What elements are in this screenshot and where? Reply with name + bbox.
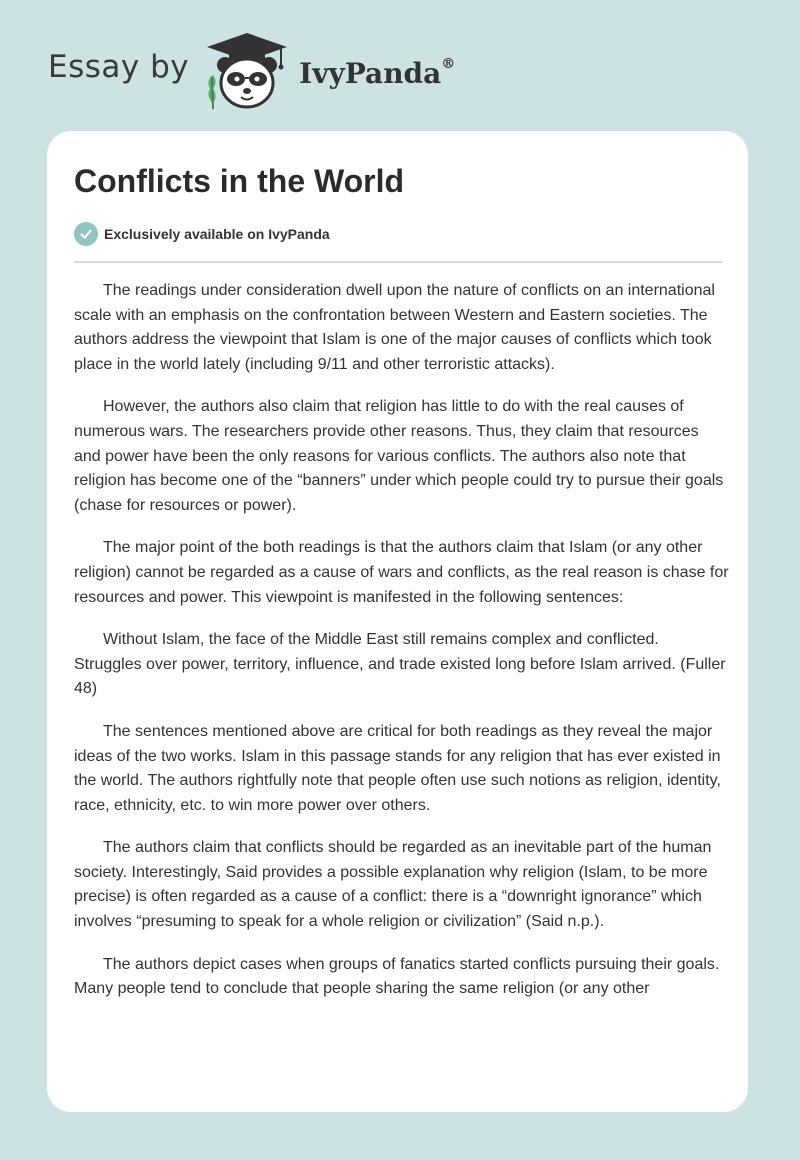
paragraph: The readings under consideration dwell upon the nature of conflicts on an international scale with an emphasis on the confrontation between Western and Eastern societies. The authors address the viewpoint that Islam is one of the major causes of conflicts which took place in the world lately (including 9/11 and other terroristic attacks). bbox=[74, 282, 715, 373]
page-title: Conflicts in the World bbox=[74, 163, 405, 199]
essay-card bbox=[47, 131, 748, 1112]
panda-graduate-logo-icon[interactable] bbox=[201, 29, 293, 113]
quote-paragraph: Without Islam, the face of the Middle East still remains complex and conflicted. Struggles over power, territory, influence, and trade existed long before Islam arrived. (Fuller 48) bbox=[74, 631, 726, 698]
essay-by-label: Essay by bbox=[48, 49, 190, 85]
paragraph: However, the authors also claim that religion has little to do with the real causes of numerous wars. The researchers provide other reasons. Thus, they claim that resources and power have been the only reasons for various conflicts. The authors also note that religion has become one of the “banners” under which people could try to pursue their goals (chase for resources or power). bbox=[74, 398, 724, 514]
divider bbox=[74, 261, 723, 263]
paragraph: The authors claim that conflicts should be regarded as an inevitable part of the human society. Interestingly, Said provides a possible explanation why religion (Islam, to be more precise) is often regarded as a cause of a conflict: there is a “downright ignorance” which involves “presuming to speak for a whole religion or civilization” (Said n.p.). bbox=[74, 839, 712, 931]
paragraph: The authors depict cases when groups of fanatics started conflicts pursuing their goals. Many people tend to conclude that people sharing the same religion (or any other bbox=[74, 955, 720, 998]
paragraph: The sentences mentioned above are critical for both readings as they reveal the major ideas of the two works. Islam in this passage stands for any religion that has ever existed in the world. The authors rightfully note that people often use such notions as religion, identity, race, ethnicity, etc. to win more power over others. bbox=[74, 722, 721, 814]
site-header bbox=[48, 28, 455, 118]
registered-mark: ® bbox=[441, 56, 456, 73]
essay-body bbox=[74, 279, 729, 1020]
paragraph: The major point of the both readings is that the authors claim that Islam (or any other religion) cannot be regarded as a cause of wars and conflicts, as the real reason is chase for resources and power. This viewpoint is manifested in the following sentences: bbox=[74, 539, 729, 606]
check-circle-icon bbox=[74, 222, 98, 246]
brand-name[interactable]: IvyPanda® bbox=[299, 56, 456, 90]
exclusive-label: Exclusively available on IvyPanda bbox=[104, 226, 330, 242]
exclusive-badge bbox=[74, 222, 330, 246]
